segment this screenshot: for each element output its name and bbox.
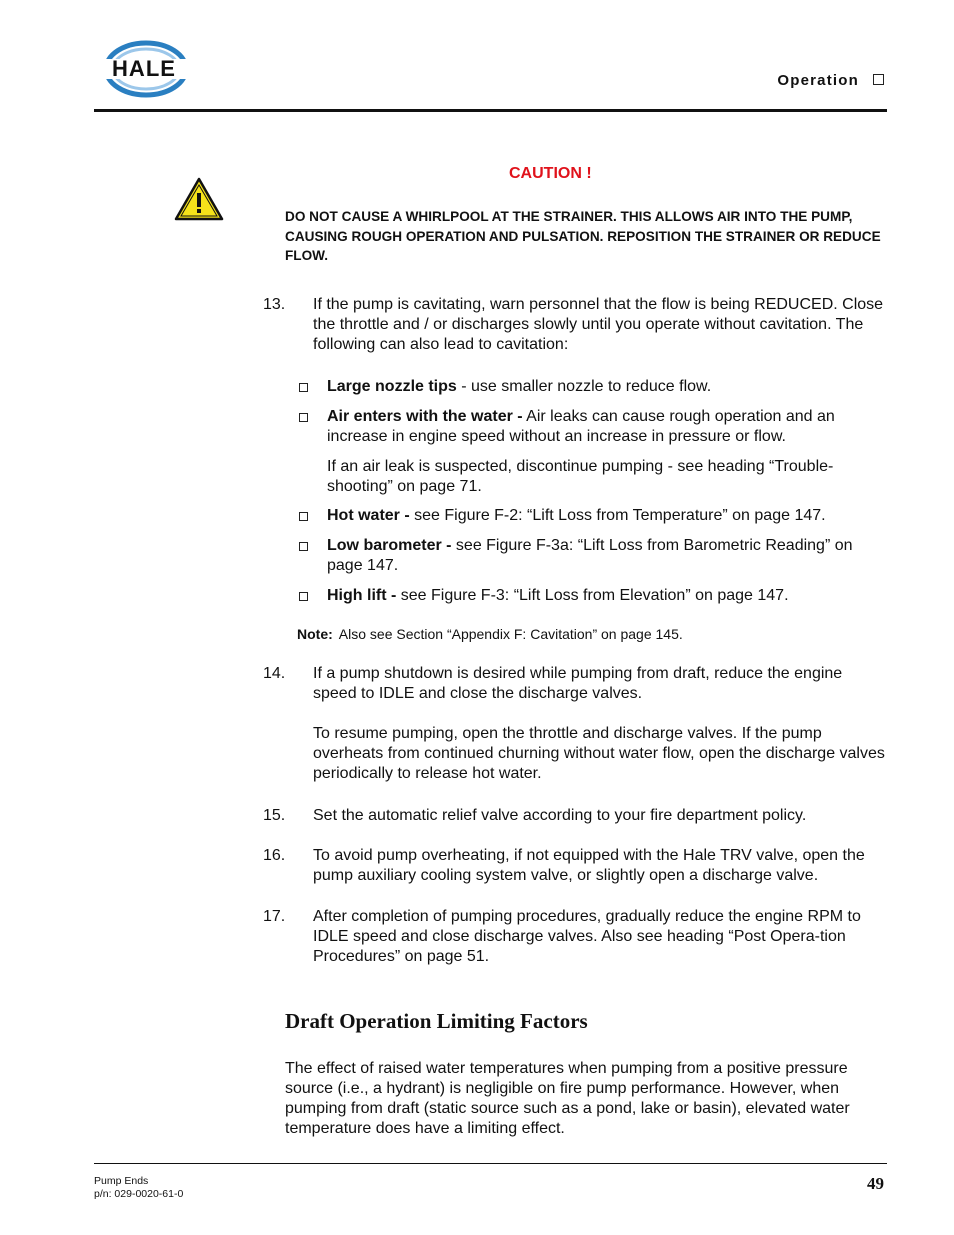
bullet-high-lift: [299, 586, 887, 606]
caution-text: DO NOT CAUSE A WHIRLPOOL AT THE STRAINER. THIS ALLOWS AIR INTO THE PUMP, CAUSING ROUGH OPERATION AND PULSATION. REPOSITION THE STRAINER OR REDUCE FLOW.: [285, 209, 881, 263]
square-bullet-icon: [299, 512, 308, 521]
step-16: [263, 846, 887, 886]
svg-text:HALE: HALE: [112, 56, 176, 81]
section-paragraph: The effect of raised water temperatures when pumping from a positive pressure source (i.e., a hydrant) is negligible on fire pump performance. However, when pumping from draft (static source such as a pond, lake or basin), elevated water temperature does have a limiting effect.: [285, 1060, 850, 1137]
step-number: 16.: [263, 847, 286, 864]
note: [297, 626, 683, 642]
bullet-text: see Figure F-3a: “Lift Loss from Barometric Reading” on page 147.: [327, 537, 853, 574]
step-number: 13.: [263, 296, 286, 313]
step-text-continued: To resume pumping, open the throttle and discharge valves. If the pump overheats from continued churning without water flow, open the discharge valves periodically to release hot water.: [313, 725, 885, 782]
warning-triangle-icon: [174, 177, 224, 221]
page-number: 49: [867, 1174, 884, 1193]
step-number: 17.: [263, 908, 286, 925]
step-text: To avoid pump overheating, if not equipped with the Hale TRV valve, open the pump auxiliary cooling system valve, or slightly open a discharge valve.: [313, 847, 865, 884]
step-number: 14.: [263, 665, 286, 682]
note-label: Note:: [297, 626, 333, 642]
bullet-bold: Large nozzle tips: [327, 378, 457, 395]
step-14: [263, 664, 887, 784]
step-text: Set the automatic relief valve according to your fire department policy.: [313, 807, 807, 824]
footer-product: Pump Ends: [94, 1175, 149, 1187]
section-heading: Draft Operation Limiting Factors: [285, 1009, 588, 1033]
hale-logo: [94, 38, 194, 100]
footer-part-number: p/n: 029-0020-61-0: [94, 1188, 184, 1200]
header-section-label: Operation: [777, 72, 859, 89]
bullet-text: Air leaks can cause rough operation and an increase in engine speed without an increase in pressure or flow.: [327, 408, 835, 445]
bullet-bold: High lift -: [327, 587, 397, 604]
bullet-air-enters: [299, 407, 887, 497]
bullet-text: - use smaller nozzle to reduce flow.: [456, 378, 712, 395]
bullet-low-barometer: [299, 536, 887, 576]
step-15: [263, 806, 887, 826]
step-text: If the pump is cavitating, warn personnel that the flow is being REDUCED. Close the throttle and / or discharges slowly until you operate without cavitation. The following can also lead to cavitation:: [313, 296, 884, 353]
bullet-extra-text: If an air leak is suspected, discontinue pumping - see heading “Trouble-shooting” on page 71.: [327, 458, 834, 495]
square-bullet-icon: [299, 542, 308, 551]
bullet-large-nozzle-tips: [299, 377, 887, 397]
square-bullet-icon: [873, 74, 884, 85]
note-text: Also see Section “Appendix F: Cavitation” on page 145.: [338, 626, 683, 642]
footer-info: [94, 1175, 183, 1201]
bullet-hot-water: [299, 506, 887, 526]
step-number: 15.: [263, 807, 286, 824]
step-text: If a pump shutdown is desired while pumping from draft, reduce the engine speed to IDLE and close the discharge valves.: [313, 665, 843, 702]
square-bullet-icon: [299, 592, 308, 601]
bullet-text: see Figure F-2: “Lift Loss from Temperature” on page 147.: [409, 507, 826, 524]
bullet-bold: Hot water -: [327, 507, 410, 524]
bullet-bold: Low barometer -: [327, 537, 452, 554]
square-bullet-icon: [299, 383, 308, 392]
bullet-text: see Figure F-3: “Lift Loss from Elevation” on page 147.: [396, 587, 789, 604]
bullet-bold: Air enters with the water -: [327, 408, 523, 425]
header-section-title: [777, 72, 884, 89]
step-17: [263, 907, 887, 967]
footer-rule: [94, 1163, 887, 1164]
square-bullet-icon: [299, 413, 308, 422]
step-13: [263, 295, 887, 355]
step-text: After completion of pumping procedures, gradually reduce the engine RPM to IDLE speed and close discharge valves. Also see heading “Post Opera-tion Procedures” on page 51.: [313, 908, 861, 965]
caution-title: CAUTION !: [509, 165, 592, 182]
header-rule: [94, 109, 887, 112]
